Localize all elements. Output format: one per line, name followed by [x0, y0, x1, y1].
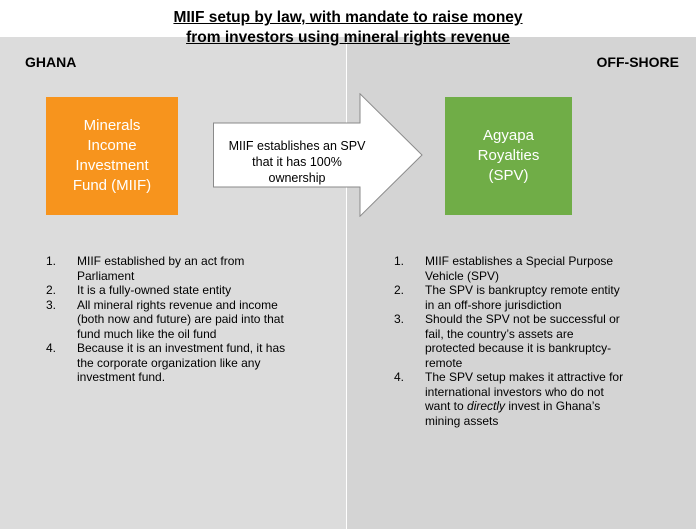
ghana-list [46, 254, 296, 385]
miif-box-label: Minerals Income Investment Fund (MIIF) [72, 117, 152, 194]
spv-box-label: Agyapa Royalties (SPV) [477, 127, 540, 184]
title-line-2: from investors using mineral rights revenue [186, 29, 510, 46]
list-item: 1. MIIF established by an act from Parliament [46, 254, 245, 283]
miif-box [46, 97, 178, 215]
emphasis-directly: directly [467, 399, 506, 413]
list-item: 3. Should the SPV not be successful or fail, the country’s assets are protected because it is bankruptcy-remote [394, 312, 620, 370]
spv-box [445, 97, 572, 215]
offshore-list [394, 254, 626, 428]
list-item: 4. The SPV setup makes it attractive for international investors who do not want to directly invest in Ghana’s mining assets [394, 370, 624, 428]
list-item: 1. MIIF establishes a Special Purpose Vehicle (SPV) [394, 254, 614, 283]
region-label-ghana: GHANA [25, 54, 77, 70]
list-item: 2. The SPV is bankruptcy remote entity in an off-shore jurisdiction [394, 283, 620, 312]
page-title [0, 8, 696, 48]
list-item: 2. It is a fully-owned state entity [46, 283, 232, 297]
list-item: 3. All mineral rights revenue and income (both now and future) are paid into that fund much like the oil fund [46, 297, 284, 341]
title-line-1: MIIF setup by law, with mandate to raise money [173, 9, 523, 26]
list-item: 4. Because it is an investment fund, it has the corporate organization like any investment fund. [46, 341, 286, 384]
arrow-label: MIIF establishes an SPV that it has 100% ownership [228, 139, 366, 185]
region-label-offshore: OFF-SHORE [596, 54, 679, 70]
